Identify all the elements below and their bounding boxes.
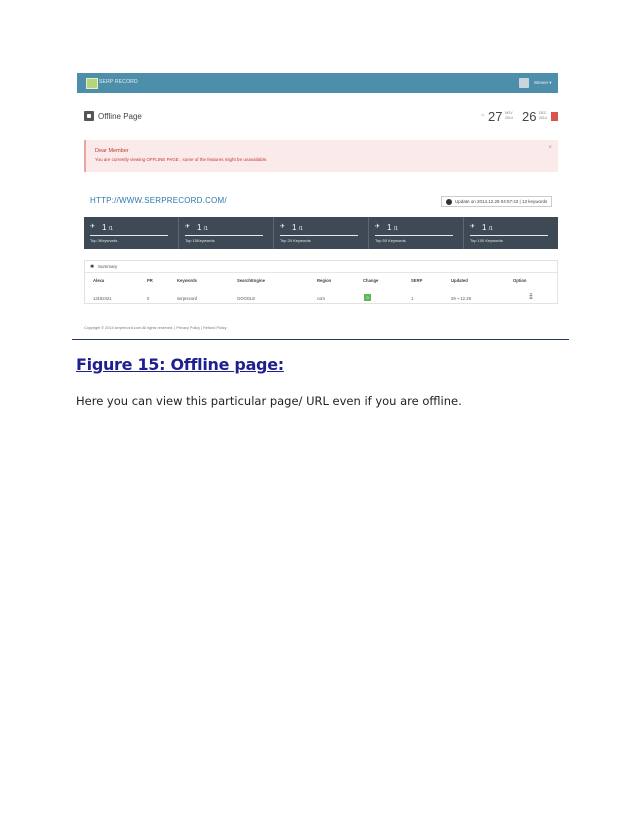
cell-region: com (317, 296, 325, 301)
stat-divider (185, 235, 263, 236)
brand-name[interactable]: SERP RECORD (99, 79, 138, 85)
summary-header (85, 261, 557, 273)
cell-pr: 0 (147, 296, 150, 301)
stat-divider (280, 235, 358, 236)
pin-icon: ✈ (375, 224, 381, 230)
date-from-month: NOV 2014 (505, 111, 513, 120)
figure-caption: Figure 15: Offline page: (76, 355, 284, 374)
col-region: Region (317, 278, 332, 283)
stat-top10 (179, 217, 274, 249)
stat-label: Top 100 Keywords (470, 238, 503, 243)
col-alexa: Alexa (93, 278, 105, 283)
close-icon[interactable]: × (548, 145, 552, 151)
footer-copyright: Copyright © 2014 serprecord.com All rights reserved. | Privacy Policy | Refund Policy (84, 326, 227, 330)
stat-value: 1 /1 (292, 223, 303, 232)
date-to-day[interactable]: 26 (522, 109, 537, 124)
cell-keywords[interactable]: serprecord (177, 296, 198, 301)
summary-panel (84, 260, 558, 304)
col-search-engine: SearchEngine (237, 278, 265, 283)
date-to-month: DEC 2014 (539, 111, 547, 120)
summary-title: Summary (98, 264, 118, 269)
date-from-day[interactable]: 27 (488, 109, 503, 124)
screenshot-figure (77, 73, 558, 335)
stat-label: Top 20 Keywords (280, 238, 311, 243)
clock-icon (446, 199, 452, 205)
stat-value: 1 /1 (482, 223, 493, 232)
stat-divider (375, 235, 453, 236)
pin-icon: ✈ (185, 224, 191, 230)
alert-title: Dear Member (95, 148, 129, 154)
site-url[interactable]: HTTP://WWW.SERPRECORD.COM/ (90, 196, 227, 205)
keyword-stats-bar (84, 217, 558, 249)
options-grid-icon[interactable]: ⁞⁞⁞ (529, 294, 532, 301)
date-picker-button[interactable] (551, 112, 558, 121)
logo-icon (86, 78, 98, 89)
user-menu[interactable]: Steven ▾ (534, 80, 552, 85)
gear-icon: ✱ (90, 264, 95, 270)
update-text: Update on 2014.12.29 04:57:43 | 13 keywords (455, 199, 548, 204)
stat-value: 1 /1 (102, 223, 113, 232)
col-updated: Updated (451, 278, 468, 283)
stat-top50 (369, 217, 464, 249)
col-keywords: Keywords (177, 278, 198, 283)
stat-top20 (274, 217, 369, 249)
update-status (441, 196, 552, 207)
alert-text: You are currently viewing OFFLINE PAGE , some of the features might be unavailable. (95, 157, 268, 162)
pin-icon: ✈ (280, 224, 286, 230)
stat-label: Top 3Keywords (90, 238, 118, 243)
stat-value: 1 /1 (387, 223, 398, 232)
stat-value: 1 /1 (197, 223, 208, 232)
col-serp: SERP (411, 278, 423, 283)
cell-serp: 1 (411, 296, 414, 301)
cell-updated: 29 ~ 12.29 (451, 296, 471, 301)
stat-label: Top 10Keywords (185, 238, 215, 243)
body-paragraph: Here you can view this particular page/ URL even if you are offline. (76, 394, 462, 408)
page-title: Offline Page (98, 112, 142, 121)
stat-top3 (84, 217, 179, 249)
col-pr: PR (147, 278, 153, 283)
pin-icon: ✈ (470, 224, 476, 230)
cell-alexa: 13182421 (93, 296, 112, 301)
col-option: Option (513, 278, 527, 283)
stat-divider (90, 235, 168, 236)
stat-top100 (464, 217, 558, 249)
stat-label: Top 50 Keywords (375, 238, 406, 243)
change-badge: 0 (364, 294, 371, 301)
stat-divider (470, 235, 548, 236)
date-separator: ~ (481, 113, 485, 119)
top-navbar (77, 73, 558, 93)
col-change: Change (363, 278, 379, 283)
pin-icon: ✈ (90, 224, 96, 230)
avatar[interactable] (519, 78, 529, 88)
cell-search-engine: GOOGLE (237, 296, 256, 301)
lock-icon (84, 111, 94, 121)
offline-alert (84, 140, 558, 172)
horizontal-rule (72, 339, 569, 340)
